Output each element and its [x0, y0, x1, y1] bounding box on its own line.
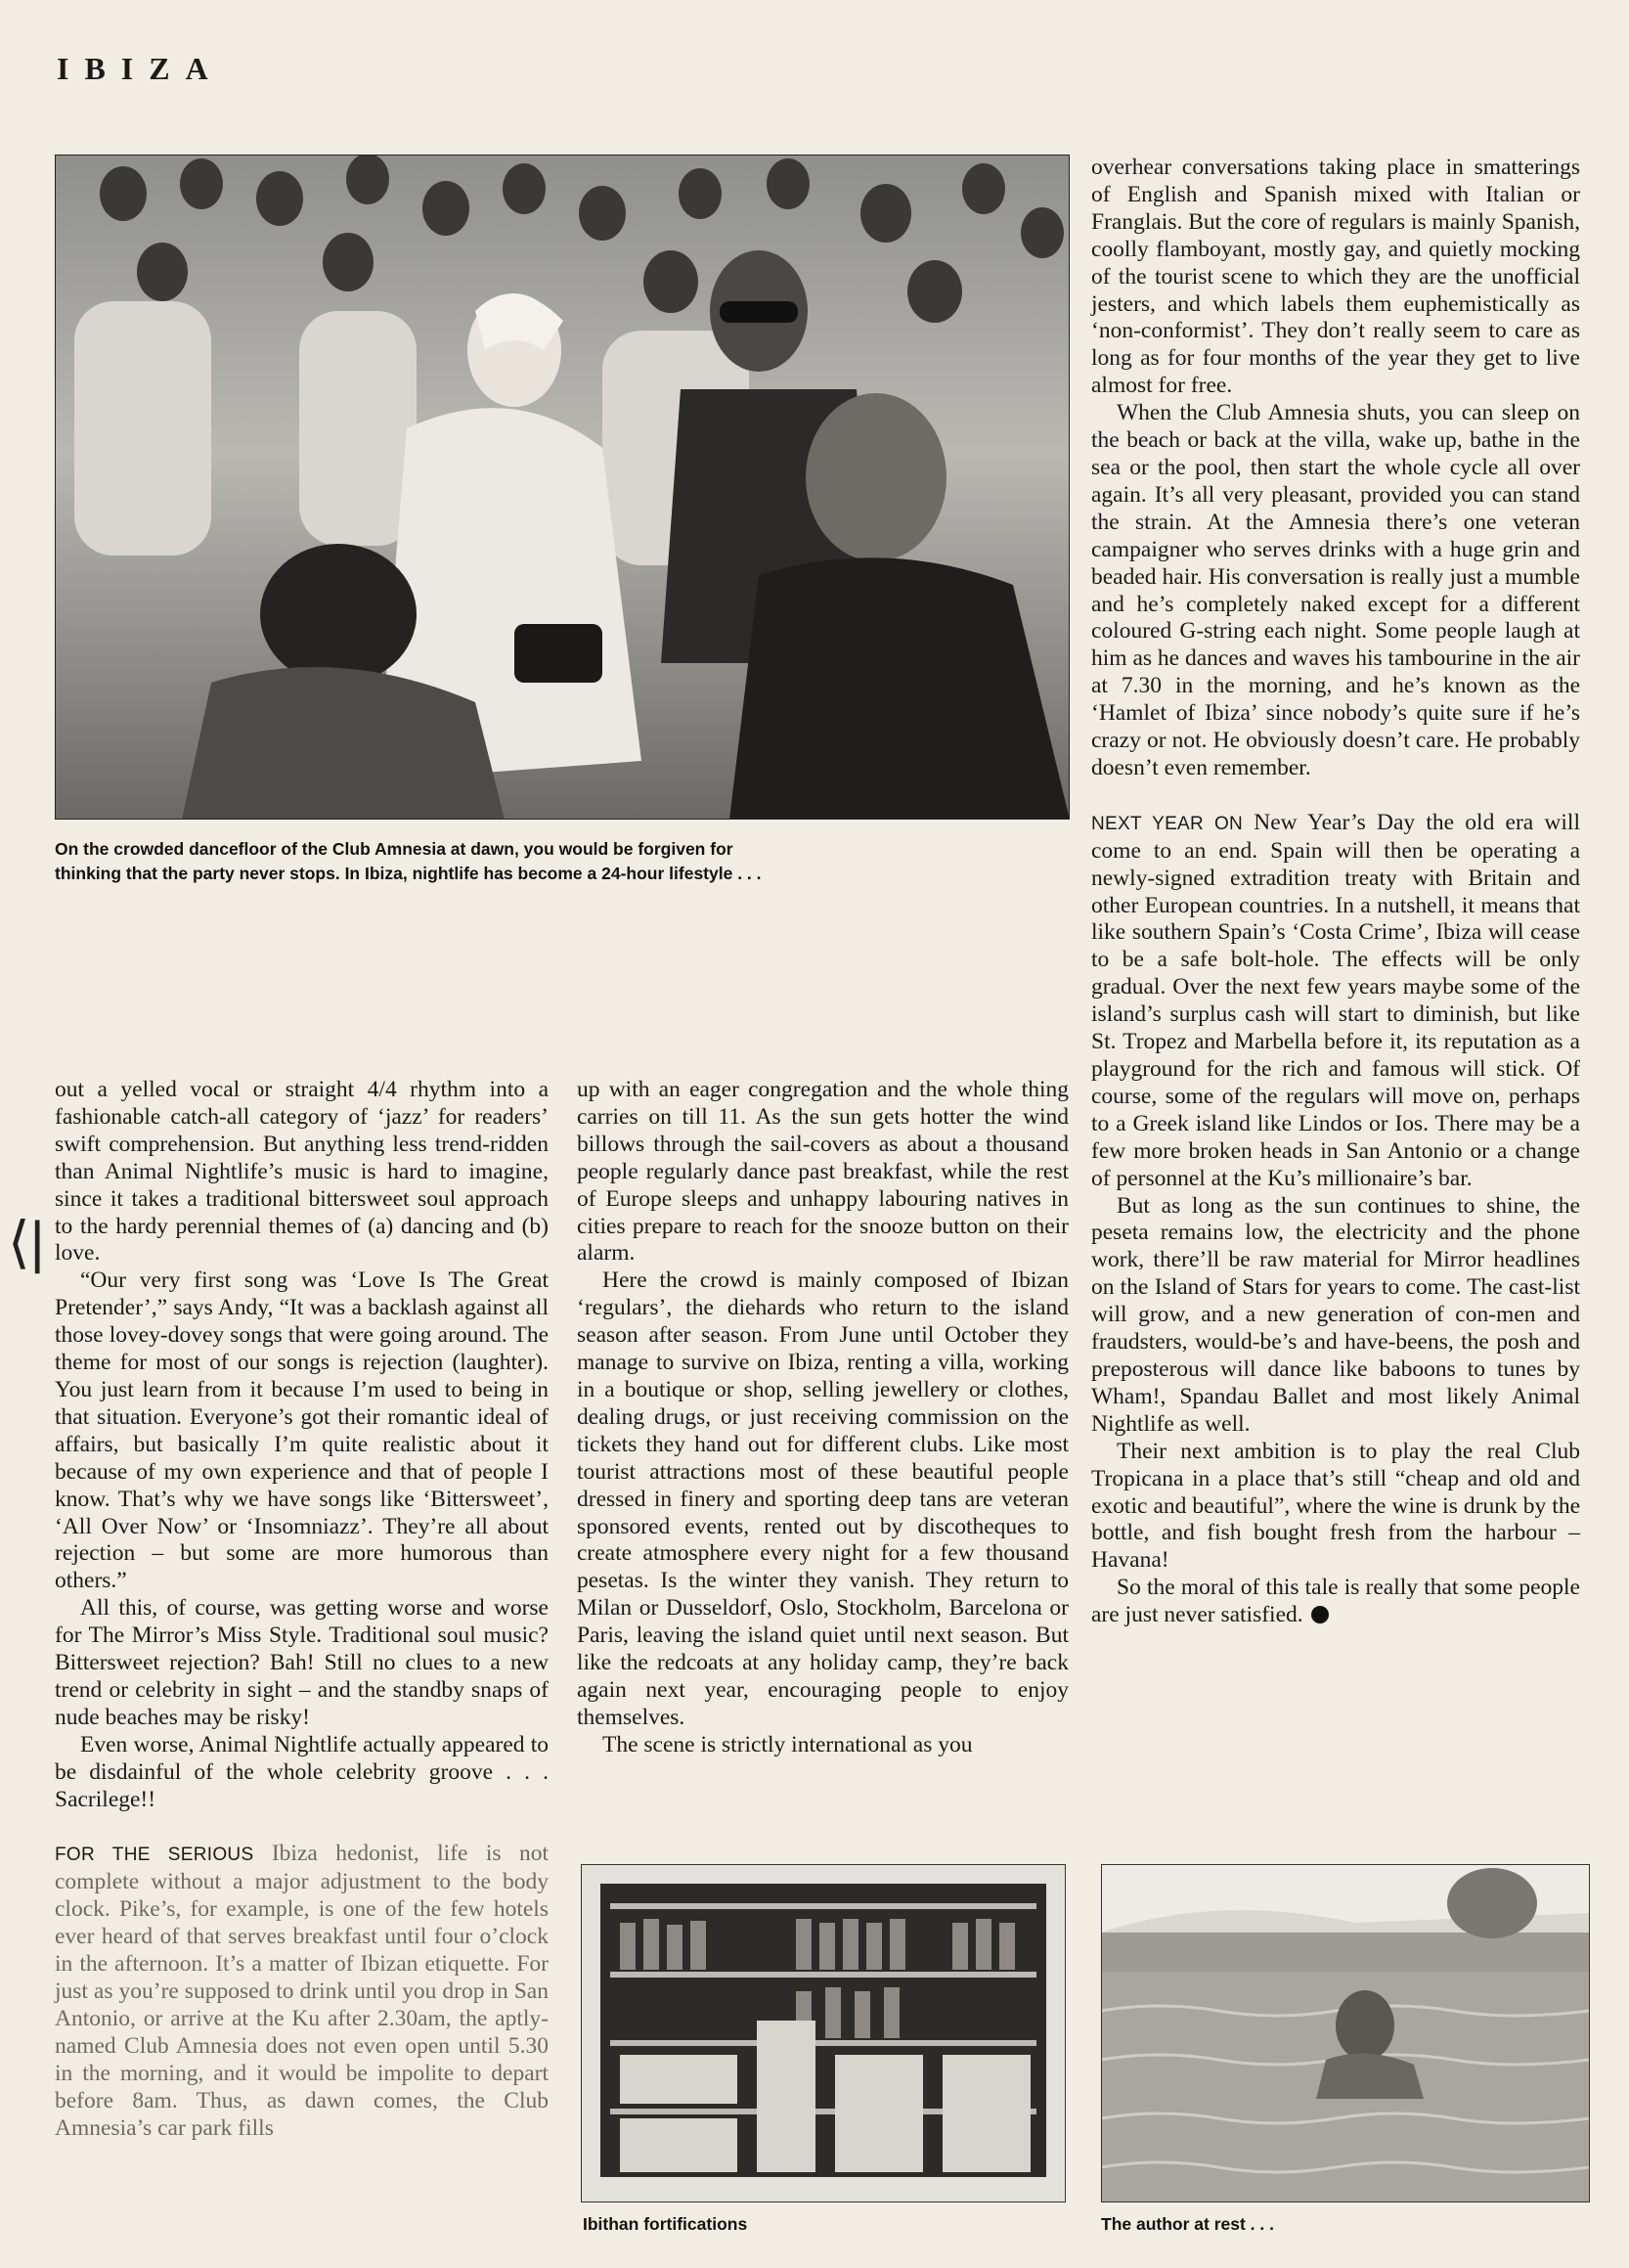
author-photo-caption: The author at rest . . .: [1101, 2214, 1274, 2234]
col1-paragraph-4: Even worse, Animal Nightlife actually appeared to be disdainful of the whole celebrity groove . . . Sacrilege!!: [55, 1731, 549, 1812]
col1-paragraph-1: out a yelled vocal or straight 4/4 rhythm into a fashionable catch-all category of ‘jazz’ for readers’ swift comprehension. But anything less trend-ridden than Animal Nightlife’s music is hard to imagine, since it takes a traditional bittersweet soul approach to the hardy perennial themes of (a) dancing and (b) love.: [55, 1077, 549, 1267]
article-column-3: [1091, 155, 1580, 1629]
section-header: IBIZA: [57, 51, 224, 86]
col3-paragraph-3: NEXT YEAR ON New Year’s Day the old era will come to an end. Spain will then be operating a newly-signed extradition treaty with Britain and other European countries. In a nutshell, it means that like southern Spain’s ‘Costa Crime’, Ibiza will cease to be a safe bolt-hole. The effects will be only gradual. Over the next few years maybe some of the island’s surplus cash will start to diminish, but like St. Tropez and Marbella before it, its reputation as a playground for the rich and famous will stick. Of course, some of the regulars will move on, perhaps to a Greek island like Lindos or Ios. There may be a few more broken heads in San Antonio or a change of personnel at the Ku’s millionaire’s bar.: [1091, 809, 1580, 1191]
col2-paragraph-1: up with an eager congregation and the whole thing carries on till 11. As the sun gets hotter the wind billows through the sail-covers as about a thousand people regularly dance past breakfast, while the rest of Europe sleeps and unhappy labouring natives in cities prepare to reach for the snooze button on their alarm.: [577, 1077, 1069, 1267]
col1-paragraph-5: FOR THE SERIOUS Ibiza hedonist, life is not complete without a major adjustment to the body clock. Pike’s, for example, is one of the few hotels ever heard of that serves breakfast until four o’clock in the afternoon. It’s a matter of Ibizan etiquette. For just as you’re supposed to drink until you drop in San Antonio, or arrive at the Ku after 2.30am, the aptly-named Club Amnesia does not even open until 5.30 in the morning, and it would be impolite to depart before 8am. Thus, as dawn comes, the Club Amnesia’s car park fills: [55, 1841, 549, 2141]
margin-mark: ⟨|: [8, 1211, 45, 1274]
col3-paragraph-6: So the moral of this tale is really that some people are just never satisfied.: [1091, 1575, 1580, 1628]
main-photo-caption: On the crowded dancefloor of the Club Amnesia at dawn, you would be forgiven for thinking that the party never stops. In Ibiza, nightlife has become a 24-hour lifestyle . . .: [55, 839, 762, 883]
col1-paragraph-3: All this, of course, was getting worse and worse for The Mirror’s Miss Style. Traditional soul music? Bittersweet rejection? Bah! Still no clues to a new trend or celebrity in sight – and the standby snaps of nude beaches may be risky!: [55, 1595, 549, 1730]
drinks-photo-caption: Ibithan fortifications: [583, 2214, 748, 2234]
col2-paragraph-2: Here the crowd is mainly composed of Ibizan ‘regulars’, the diehards who return to the island season after season. From June until October they manage to survive on Ibiza, renting a villa, working in a boutique or shop, selling jewellery or clothes, dealing drugs, or just receiving commission on the tickets they hand out for different clubs. Like most tourist attractions most of these beautiful people dressed in finery and sporting deep tans are veteran sponsored events, rented out by discotheques to create atmosphere every night for a few thousand pesetas. Is the winter they vanish. They return to Milan or Dusseldorf, Oslo, Stockholm, Barcelona or Paris, leaving the island quiet until next season. But like the redcoats at any holiday camp, they’re back again next year, encouraging people to enjoy themselves.: [577, 1267, 1069, 1730]
col1-paragraph-2: “Our very first song was ‘Love Is The Great Pretender’,” says Andy, “It was a backlash against all those lovey-dovey songs that were going around. The theme for most of our songs is rejection (laughter). You just learn from it because I’m used to being in that situation. Everyone’s got their romantic ideal of affairs, but basically I’m quite realistic about it because of my own experience and that of people I know. That’s why we have songs like ‘Bittersweet’, ‘All Over Now’ or ‘Insomniazz’. They’re all about rejection – but some are more humorous than others.”: [55, 1267, 549, 1594]
article-column-1: [55, 1077, 549, 2142]
drinks-shelf-photo: [581, 1864, 1066, 2202]
col3-paragraph-4: But as long as the sun continues to shine, the peseta remains low, the electricity and the phone work, there’ll be raw material for Mirror headlines on the Island of Stars for years to come. The cast-list will grow, and a new generation of con-men and fraudsters, would-be’s and have-beens, the posh and preposterous will dance like baboons to tunes by Wham!, Spandau Ballet and most likely Animal Nightlife as well.: [1091, 1192, 1580, 1437]
col3-paragraph-5: Their next ambition is to play the real Club Tropicana in a place that’s still “cheap and old and exotic and beautiful”, where the wine is drunk by the bottle, and fish bought fresh from the harbour – Havana!: [1091, 1438, 1580, 1574]
end-bullet-icon: [1311, 1606, 1329, 1623]
dancefloor-photo: [55, 155, 1070, 820]
runin-heading: NEXT YEAR ON: [1091, 813, 1244, 834]
col3-paragraph-2: When the Club Amnesia shuts, you can sleep on the beach or back at the villa, wake up, bathe in the sea or the pool, then start the whole cycle all over again. It’s all very pleasant, provided you can stand the strain. At the Amnesia there’s one veteran campaigner who serves drinks with a huge grin and beaded hair. His conversation is really just a mumble and he’s completely naked except for a different coloured G-string each night. Some people laugh at him as he dances and waves his tambourine in the air at 7.30 in the morning, and he’s known as the ‘Hamlet of Ibiza’ since nobody’s quite sure if he’s crazy or not. He obviously doesn’t care. He probably doesn’t even remember.: [1091, 400, 1580, 780]
author-pool-photo: [1101, 1864, 1590, 2202]
col3-paragraph-1: overhear conversations taking place in smatterings of English and Spanish mixed with Italian or Franglais. But the core of regulars is mainly Spanish, coolly flamboyant, mostly gay, and quietly mocking of the tourist scene to which they are the unofficial jesters, and which labels them euphemistically as ‘non-conformist’. They don’t really seem to care as long as for four months of the year they get to live almost for free.: [1091, 155, 1580, 399]
article-column-2: [577, 1077, 1069, 1759]
col2-paragraph-3: The scene is strictly international as you: [602, 1731, 973, 1757]
runin-heading: FOR THE SERIOUS: [55, 1845, 254, 1866]
